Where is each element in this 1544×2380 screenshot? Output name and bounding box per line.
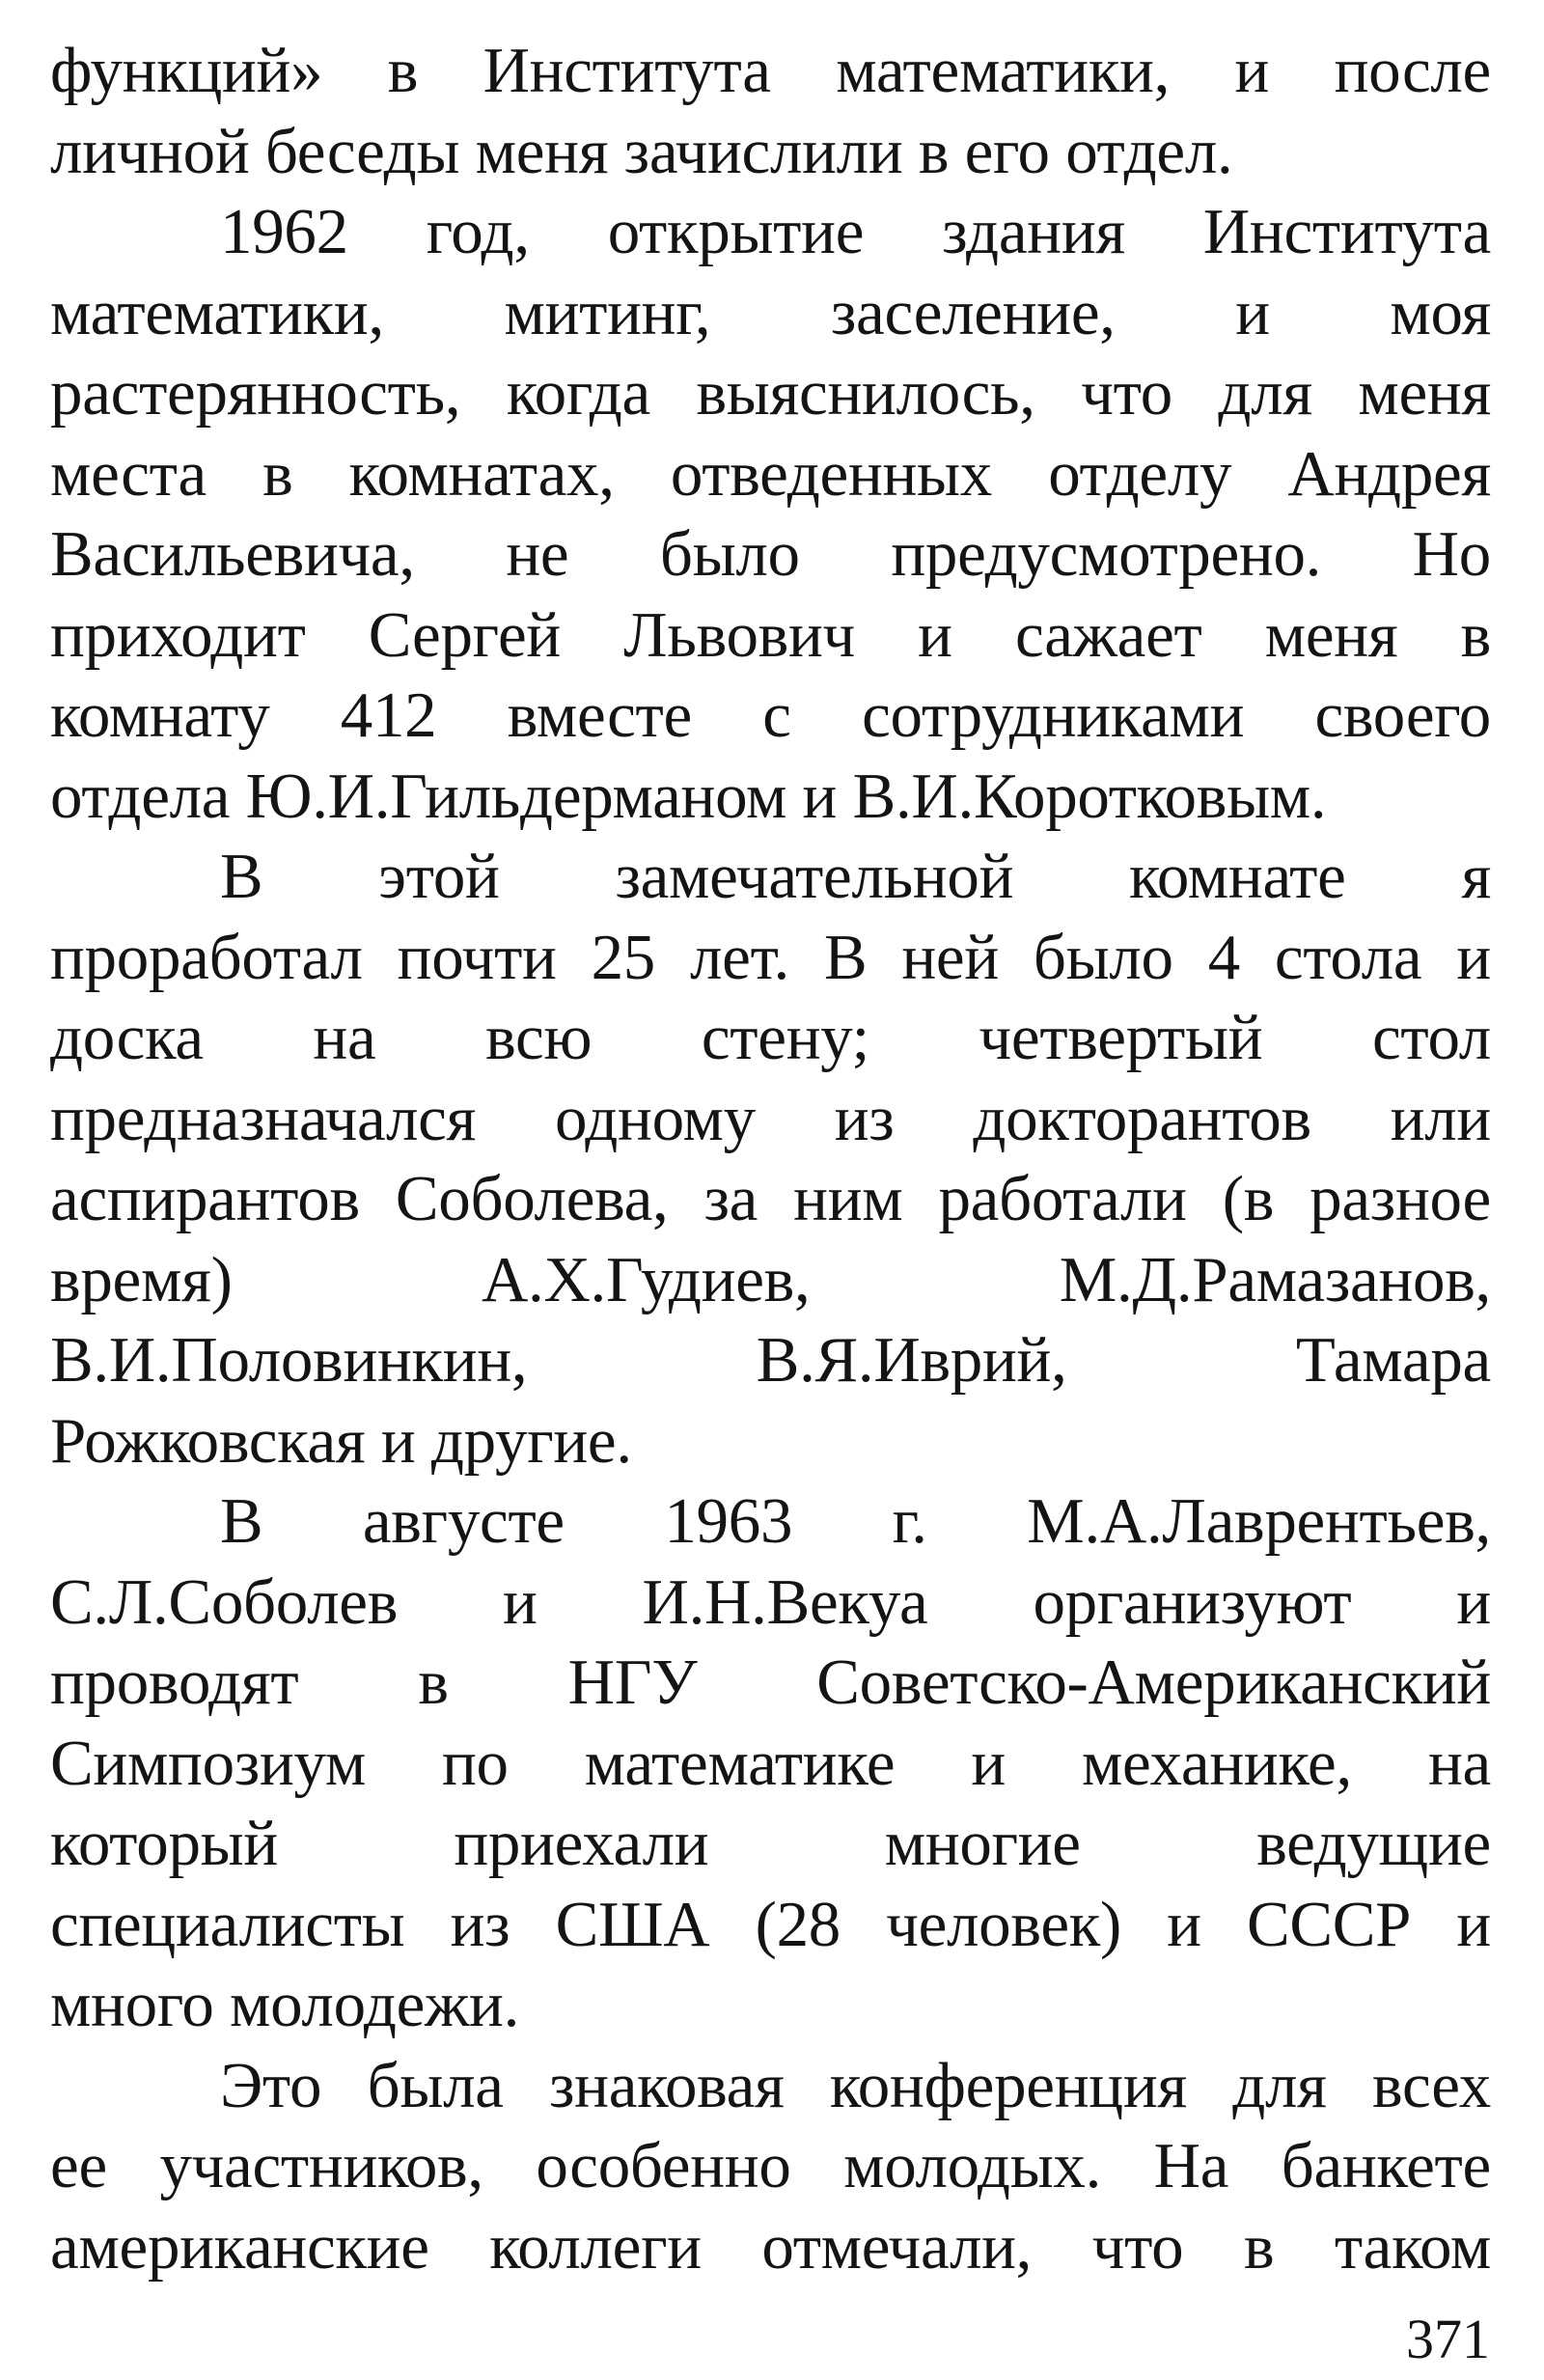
text-word: за [703, 1163, 758, 1234]
text-line [50, 434, 1491, 515]
text-word: места [50, 437, 207, 510]
text-word: было [659, 518, 800, 590]
text-word: И.Н.Векуа [642, 1565, 928, 1638]
text-word: многие [884, 1808, 1081, 1879]
text-word: год, [426, 196, 530, 267]
text-word: Рожковская и другие. [50, 1404, 632, 1477]
text-line [50, 1079, 1491, 1160]
text-word: М.А.Лаврентьев, [1027, 1485, 1491, 1557]
text-word: предусмотрено. [891, 518, 1322, 590]
text-word: в [262, 437, 293, 510]
text-word: стол [1371, 1002, 1491, 1073]
text-word: математике [584, 1727, 896, 1799]
text-word: митинг, [504, 276, 711, 348]
text-word: была [367, 2049, 504, 2121]
text-line [50, 1804, 1491, 1885]
text-word: отмечали, [761, 2210, 1033, 2283]
text-word: американские [50, 2210, 429, 2283]
text-word: сажает [1014, 598, 1202, 671]
text-word: В [220, 841, 263, 912]
text-word: механике, [1081, 1727, 1352, 1799]
page-text [50, 31, 1491, 2287]
text-line [50, 837, 1491, 918]
text-word: августе [362, 1485, 565, 1557]
text-word: время) [50, 1243, 233, 1315]
text-word: В [823, 921, 868, 993]
text-word: в [1460, 598, 1491, 671]
text-word: 1963 [664, 1485, 793, 1557]
text-word: что [1081, 357, 1172, 429]
text-word: ее [50, 2130, 107, 2201]
text-word: функций» [50, 35, 323, 106]
text-word: г. [892, 1485, 927, 1557]
text-word: комнате [1129, 841, 1346, 912]
text-word: после [1334, 35, 1491, 106]
text-word: для [1232, 2049, 1327, 2121]
text-line [50, 1240, 1491, 1321]
text-word: математики, [50, 276, 384, 348]
text-word: Института [1202, 196, 1491, 267]
text-word: В.Я.Иврий, [756, 1324, 1067, 1396]
text-line [50, 2207, 1491, 2288]
text-word: отведенных [670, 437, 992, 510]
text-word: личной беседы меня зачислили в его отдел. [50, 115, 1233, 187]
text-word: открытие [607, 196, 865, 267]
text-word: своего [1314, 679, 1491, 751]
text-word: не [506, 518, 569, 590]
text-line [50, 1965, 1491, 2046]
text-word: из [834, 1082, 895, 1154]
text-word: отдела Ю.И.Гильдерманом и В.И.Коротковым. [50, 760, 1327, 832]
text-word: всю [485, 1002, 593, 1073]
text-word: четвертый [979, 1002, 1263, 1073]
text-word: Института [482, 35, 771, 106]
text-word: или [1390, 1082, 1491, 1154]
text-word: приехали [454, 1808, 709, 1879]
text-word: отделу [1048, 437, 1232, 510]
text-word: здания [942, 196, 1125, 267]
text-word: предназначался [50, 1082, 477, 1154]
text-word: и [503, 1565, 538, 1638]
text-word: Львович [623, 598, 855, 671]
text-word: разное [1310, 1163, 1491, 1234]
text-word: когда [506, 357, 650, 429]
text-word: который [50, 1808, 278, 1879]
text-word: этой [378, 841, 500, 912]
text-word: работали [938, 1163, 1187, 1234]
text-line [50, 112, 1491, 193]
text-word: стену; [701, 1002, 869, 1073]
text-line [50, 273, 1491, 354]
text-word: было [1033, 921, 1173, 993]
text-word: и [1456, 921, 1491, 993]
text-line [50, 2046, 1491, 2127]
text-word: и [1235, 276, 1270, 348]
text-word: человек) [886, 1888, 1122, 1960]
text-word: комнату [50, 679, 270, 751]
text-word: замечательной [615, 841, 1014, 912]
text-word: на [1427, 1727, 1491, 1799]
text-line [50, 353, 1491, 434]
text-line [50, 1724, 1491, 1805]
text-word: в [418, 1647, 449, 1718]
text-word: что [1091, 2210, 1184, 2283]
text-line [50, 1159, 1491, 1240]
text-line [50, 595, 1491, 677]
text-word: и [1456, 1888, 1491, 1960]
text-word: 4 [1207, 921, 1240, 993]
text-word: НГУ [567, 1647, 698, 1718]
text-word: Соболева, [395, 1163, 669, 1234]
text-word: банкете [1281, 2130, 1491, 2201]
text-word: в [1243, 2210, 1275, 2283]
text-word: специалисты [50, 1888, 405, 1960]
text-word: знаковая [548, 2049, 785, 2121]
text-word: лет. [690, 921, 789, 993]
text-word: На [1153, 2130, 1229, 2201]
text-word: много молодежи. [50, 1969, 520, 2040]
text-line [50, 918, 1491, 999]
text-word: на [313, 1002, 376, 1073]
text-line [50, 1643, 1491, 1724]
text-word: В.И.Половинкин, [50, 1324, 528, 1396]
text-word: организуют [1033, 1565, 1352, 1638]
text-word: А.Х.Гудиев, [481, 1243, 811, 1315]
text-word: и [1167, 1888, 1201, 1960]
text-word: Советско-Американский [816, 1647, 1491, 1718]
text-word: 25 [591, 921, 656, 993]
text-word: стола [1274, 921, 1422, 993]
text-word: особенно [536, 2130, 791, 2201]
text-word: из [450, 1888, 510, 1960]
text-word: ведущие [1256, 1808, 1491, 1879]
text-word: и [1456, 1565, 1491, 1638]
text-word: для [1218, 357, 1312, 429]
text-word: США [555, 1888, 710, 1960]
text-word: всех [1372, 2049, 1491, 2121]
text-word: В [220, 1485, 263, 1557]
text-line [50, 1320, 1491, 1401]
text-line [50, 192, 1491, 273]
text-word: приходит [50, 598, 306, 671]
text-word: комнатах, [348, 437, 615, 510]
text-word: (28 [755, 1888, 841, 1960]
text-word: конференция [829, 2049, 1187, 2121]
text-word: аспирантов [50, 1163, 360, 1234]
text-word: одному [554, 1082, 756, 1154]
text-word: М.Д.Рамазанов, [1059, 1243, 1491, 1315]
text-word: проводят [50, 1647, 299, 1718]
text-word: и [971, 1727, 1006, 1799]
text-word: с [762, 679, 791, 751]
text-word: почти [397, 921, 557, 993]
text-word: по [441, 1727, 509, 1799]
text-word: меня [1358, 357, 1491, 429]
text-line [50, 514, 1491, 595]
text-line [50, 2126, 1491, 2207]
text-line [50, 676, 1491, 757]
text-word: Это [220, 2049, 322, 2121]
text-word: 1962 [220, 196, 348, 267]
text-line [50, 757, 1491, 838]
text-word: математики, [836, 35, 1171, 106]
text-word: Васильевича, [50, 518, 415, 590]
text-word: ней [901, 921, 999, 993]
text-line [50, 1481, 1491, 1563]
text-word: Андрея [1287, 437, 1491, 510]
text-word: растерянность, [50, 357, 461, 429]
text-word: молодых. [843, 2130, 1102, 2201]
text-word: Тамара [1295, 1324, 1491, 1396]
text-word: выяснилось, [696, 357, 1035, 429]
text-word: в [387, 35, 419, 106]
text-word: вместе [507, 679, 692, 751]
text-word: ним [793, 1163, 903, 1234]
text-word: я [1461, 841, 1491, 912]
text-word: меня [1264, 598, 1398, 671]
text-line [50, 1401, 1491, 1482]
text-word: и [918, 598, 952, 671]
text-word: сотрудниками [862, 679, 1245, 751]
text-word: заселение, [830, 276, 1116, 348]
text-line [50, 1885, 1491, 1966]
text-word: (в [1222, 1163, 1275, 1234]
text-word: доска [50, 1002, 204, 1073]
page-number: 371 [1406, 2308, 1490, 2370]
text-word: СССР [1247, 1888, 1412, 1960]
text-word: моя [1390, 276, 1491, 348]
text-word: таком [1334, 2210, 1491, 2283]
text-line [50, 1563, 1491, 1644]
text-word: коллеги [489, 2210, 702, 2283]
text-word: 412 [340, 679, 437, 751]
text-line [50, 31, 1491, 112]
text-word: Симпозиум [50, 1727, 366, 1799]
text-word: участников, [159, 2130, 483, 2201]
text-word: Но [1412, 518, 1491, 590]
text-line [50, 998, 1491, 1079]
text-word: и [1234, 35, 1270, 106]
text-word: проработал [50, 921, 363, 993]
text-word: Сергей [368, 598, 561, 671]
text-word: С.Л.Соболев [50, 1565, 399, 1638]
text-word: докторантов [973, 1082, 1311, 1154]
